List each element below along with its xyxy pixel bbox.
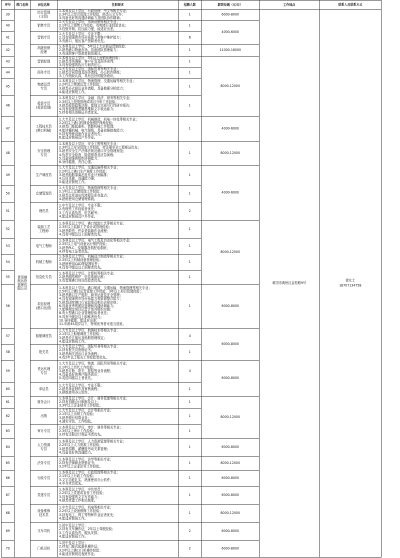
row-number: 40 [2, 21, 15, 32]
job-requirements: 1.大专及以上学历，国际贸易等相关专业； 2.熟悉合同管理及商务流程，办公软件熟练； 3.工作细致认真，具有良好的服务意识。 [58, 68, 179, 79]
salary-range: 6000-8000 [202, 523, 260, 541]
salary-range: 6000-8000 [202, 439, 260, 457]
job-requirements: 1.初中及以上学历； 2.持有叉车操作证，2年以上驾驶经验； 3.工作认真负责，服从安排； 4.能适应倒班工作。 [58, 523, 179, 541]
position-name: 叉车司机 [31, 523, 58, 541]
row-number: 41 [2, 32, 15, 45]
position-name: 财务会计 [31, 397, 58, 409]
header-location: 工作地点 [260, 1, 320, 10]
job-requirements: 1.本科及以上学历，计算机等相关专业； 2.熟悉网络维护、信息系统运维； 3.有智慧港口项目经验者优先。 [58, 271, 179, 285]
row-number: 49 [2, 166, 15, 186]
header-number: 序号 [2, 1, 15, 10]
headcount: 1 [179, 285, 202, 329]
work-location: 黄冈市黄州区金松路9号 [260, 10, 320, 558]
position-name: 货运代理 专员 [31, 361, 58, 383]
job-requirements: 1.本科及以上学历，会计、财务管理等相关专业； 2.持有初级会计职称及以上； 3.3年以上企业财务工作经验。 [58, 397, 179, 409]
job-requirements: 1.本科及以上学历，行政管理等相关专业； 2.1年以上行政工作经验； 3.文字功底扎实，熟练使用办公软件； 4.中共党员优先。 [58, 471, 179, 487]
position-name: 投资专员 (投资管理) [31, 96, 58, 117]
job-requirements: 1.本科及以上学历，金融、经济、财务等相关专业； 2.3年以上投资管理或项目分析工作经验； 3.熟悉投资政策法规，能独立完成可行性研究报告； 4.具有较强的逻辑思维和文字表达能力； 5.持有相关资格证书者优先。 [58, 96, 179, 117]
job-requirements: 1.大专及以上学历，会计等相关专业； 2.1年以上出纳工作经验； 3.熟悉银行结算业务； 4.诚实守信，工作细致。 [58, 409, 179, 425]
salary-range: 6000-8000 [202, 285, 260, 329]
salary-range: 4000-6000 [202, 21, 260, 45]
salary-range: 4000-6000 [202, 117, 260, 142]
job-requirements: 1.本科及以上学历，3年以上营销管理经验； 2.熟悉市场调研、客户开发及商务谈判； 3.具有较强的执行力和责任心。 [58, 57, 179, 68]
headcount: 2 [179, 523, 202, 541]
job-requirements: 1.本科及以上学历，审计、财务等相关专业； 2.3年以上审计工作经验； 3.持有注册会计师证书者优先。 [58, 425, 179, 439]
row-number: 63 [2, 425, 15, 439]
salary-range: 6000-8000 [202, 541, 260, 558]
row-number: 56 [2, 285, 15, 329]
row-number: 68 [2, 505, 15, 523]
position-name: 党建专员 [31, 487, 58, 505]
headcount: 1 [179, 221, 202, 239]
row-number: 67 [2, 487, 15, 505]
job-requirements: 1.本科及以上学历，电气工程及自动化等相关专业； 2.3年以上电气设备运行维护经验； 3.熟悉PLC、变频器及供配电系统； 4.持有电工证者优先。 [58, 239, 179, 255]
row-number: 59 [2, 361, 15, 383]
row-number: 60 [2, 383, 15, 397]
position-name: 营销经理 [31, 57, 58, 68]
headcount: 4 [179, 329, 202, 345]
headcount: 2 [179, 541, 202, 558]
headcount: 1 [179, 439, 202, 457]
row-number: 47 [2, 117, 15, 142]
row-number: 54 [2, 255, 15, 271]
job-requirements: 1.大专及以上学历，机械制造、机电一体化等相关专业； 2.2年以上港口机械设备维护保养经验； 3.熟悉门座起重机、装卸机械工作原理； 4.能读懂机械、电气图纸，具备故障排查能力； 5.持有特种设备作业证者优先； 6.能适应倒班及户外作业。 [58, 117, 179, 142]
position-name: 出纳 [31, 409, 58, 425]
header-headcount: 招聘人数 [179, 1, 202, 10]
job-requirements: 1.本科及以上学历，行政管理、中文等相关专业； 2.3年以上综合管理工作经验，熟悉公文写作； 3.具备良好的沟通协调能力及团队协作精神。 [58, 10, 179, 21]
contact-phone: 18707134758 [339, 283, 362, 288]
headcount: 1 [179, 487, 202, 505]
row-number: 42 [2, 45, 15, 57]
salary-range: 8000-12000 [202, 57, 260, 117]
position-name: 营销专员 [31, 32, 58, 45]
row-number: 66 [2, 471, 15, 487]
headcount: 1 [179, 457, 202, 471]
job-requirements: 1.初中及以上学历； 2.持有门座式起重机操作证； 3.2年以上港口门机操作经验； 4.能适应倒班及夜班作业。 [58, 541, 179, 558]
row-number: 62 [2, 409, 15, 425]
job-requirements: 1.大专及以上学历，专业不限； 2.熟悉单证制作及审核流程； 3.熟练使用办公软件。 [58, 383, 179, 397]
position-name: 工程技术员 (港口机械) [31, 117, 58, 142]
position-name: 生产调度员 [31, 166, 58, 186]
row-number: 52 [2, 221, 15, 239]
position-name: 门机司机 [31, 541, 58, 558]
job-requirements: 1.本科及以上学历，物流管理、交通运输等相关专业； 2.2年以上物流运营工作经验； 3.熟悉多式联运业务流程，具备数据分析能力； 4.能适应倒班工作。 [58, 79, 179, 96]
position-name: 项目经理 (港口运营) [31, 285, 58, 329]
job-requirements: 1.本科及以上学历，法学等相关专业； 2.持有法律职业资格证书； 3.2年以上企业法务工作经验。 [58, 457, 179, 471]
row-number: 46 [2, 96, 15, 117]
headcount: 1 [179, 10, 202, 21]
salary-range: 6000-8000 [202, 487, 260, 505]
headcount: 1 [179, 505, 202, 523]
position-name: 法务专员 [31, 457, 58, 471]
position-name: 物流运营 专员 [31, 79, 58, 96]
row-number: 57 [2, 329, 15, 345]
job-requirements: 1.大专及以上学历，航海技术等相关专业； 2.1年以上船舶调度工作经验； 3.熟悉长江航运及船舶管理规定； 4.能适应倒班工作。 [58, 329, 179, 345]
salary-range: 6000-8000 [202, 471, 260, 487]
salary-range: 6000-8000 [202, 10, 260, 21]
position-name: 报关员 [31, 345, 58, 361]
headcount: 1 [179, 397, 202, 409]
job-requirements: 1.本科及以上学历，人力资源管理等相关专业； 2.2年以上人力资源工作经验； 3.熟悉招聘、薪酬及劳动关系管理； 4.具备良好的沟通能力。 [58, 439, 179, 457]
headcount: 1 [179, 117, 202, 142]
position-name: 高级营销 经理 [31, 45, 58, 57]
job-requirements: 1.大专及以上学历，交通运输等相关专业； 2.2年以上港口生产调度工作经验； 3.熟悉船舶靠离泊及作业计划编排； 4.反应灵敏，沟通能力强； 5.能适应倒班工作。 [58, 166, 179, 186]
position-name: 仓储管理员 [31, 186, 58, 203]
headcount: 1 [179, 239, 202, 255]
row-number: 43 [2, 57, 15, 68]
row-number: 45 [2, 79, 15, 96]
job-requirements: 1.大专及以上学历，国际贸易等相关专业； 2.持有报关员资格证书； 3.熟悉海关进出口业务流程； 4.有2年以上报关工作经验者优先。 [58, 345, 179, 361]
salary-range: 8000-12000 [202, 397, 260, 439]
headcount: 1 [179, 68, 202, 79]
recruitment-table [1, 0, 382, 558]
headcount: 1 [179, 21, 202, 32]
headcount: 1 [179, 255, 202, 271]
row-number: 70 [2, 541, 15, 558]
job-requirements: 1.本科及以上学历，安全工程等相关专业； 2.3年以上安全管理工作经验，持注册安全工程师证优先； 3.熟悉安全生产法律法规及港口安全管理规范； 4.负责安全检查、隐患排查及应急演练； 5.具备较强的组织协调能力； 6.身体健康，责任心强。 [58, 142, 179, 166]
job-requirements: 1.中专及以上学历，机电等相关专业； 2.2年以上设备维修工作经验； 3.持有电工、焊工等特种作业证者优先； 4.能适应倒班工作。 [58, 505, 179, 523]
salary-range: 6000-8000 [202, 329, 260, 361]
position-name: 安全管理 专员 [31, 142, 58, 166]
position-name: 电气工程师 [31, 239, 58, 255]
salary-range: 4000-6000 [202, 166, 260, 221]
salary-range: 11000-16000 [202, 45, 260, 57]
salary-range: 8000-12000 [202, 457, 260, 471]
position-name: 人力资源 专员 [31, 439, 58, 457]
headcount: 1 [179, 45, 202, 57]
salary-range: 8000-12000 [202, 221, 260, 285]
header-contact: 联系人及联系方式 [320, 1, 382, 10]
job-requirements: 1.本科及以上学历，5年以上大宗商品营销经验； 2.熟悉港口物流市场，具备团队管理能力； 3.有成熟客户资源者薪资面议。 [58, 45, 179, 57]
position-name: 理货员 [31, 203, 58, 221]
position-name: 单证员 [31, 383, 58, 397]
row-number: 61 [2, 397, 15, 409]
job-requirements: 1.大专及以上学历，物流管理等相关专业； 2.1年以上仓储管理工作经验； 3.熟悉仓库进出库流程及库存盘点； 4.熟练使用仓储管理系统。 [58, 186, 179, 203]
headcount: 1 [179, 166, 202, 186]
headcount: 1 [179, 57, 202, 68]
row-number: 51 [2, 203, 15, 221]
headcount: 6 [179, 32, 202, 45]
job-requirements: 1.大专及以上学历，物流、国际贸易等相关专业； 2.1年以上货代工作经验； 3.熟悉订舱、报关、报检等业务流程； 4.具备良好的客户服务意识； 5.英语四级以上者优先。 [58, 361, 179, 383]
position-name: 信息化专员 [31, 271, 58, 285]
header-position: 岗位名称 [31, 1, 58, 10]
headcount: 1 [179, 186, 202, 203]
row-number: 53 [2, 239, 15, 255]
job-requirements: 1.本科及以上学历，机械设计制造等相关专业； 2.3年以上机械设备管理经验； 3.熟练使用CAD等绘图软件； 4.具有中级及以上职称者优先。 [58, 255, 179, 271]
headcount: 1 [179, 142, 202, 166]
headcount: 1 [179, 345, 202, 361]
row-number: 64 [2, 439, 15, 457]
row-number: 48 [2, 142, 15, 166]
salary-range: 6000-8000 [202, 361, 260, 397]
header-requirements: 任职要求 [58, 1, 179, 10]
contact-name: 徐女士 [345, 278, 356, 283]
row-number: 55 [2, 271, 15, 285]
contact-info [320, 10, 382, 558]
position-name: 综合管理 (主管) [31, 10, 58, 21]
headcount: 2 [179, 203, 202, 221]
row-number: 50 [2, 186, 15, 203]
headcount: 1 [179, 383, 202, 397]
row-number: 44 [2, 68, 15, 79]
headcount: 1 [179, 409, 202, 425]
department-name: 黄冈港航运营管理有限公司 [15, 10, 31, 558]
job-requirements: 1.大专及以上学历，专业不限； 2.具有较强的市场开拓能力和客户维护能力； 3.有港口、航运客户资源者优先。 [58, 32, 179, 45]
header-salary: 薪资待遇（元/月） [202, 1, 260, 10]
header-department: 部门名称 [15, 1, 31, 10]
position-name: 销售专员 [31, 21, 58, 32]
position-name: 设备维修 技术员 [31, 505, 58, 523]
position-name: 审计专员 [31, 425, 58, 439]
headcount: 4 [179, 361, 202, 383]
row-number: 39 [2, 10, 15, 21]
headcount: 1 [179, 96, 202, 117]
row-number: 69 [2, 523, 15, 541]
job-requirements: 1.大专及以上学历，市场营销等相关专业； 2.1年以上销售工作经验，有物流行业经验优先； 3.性格开朗，抗压能力强，能适应出差。 [58, 21, 179, 32]
headcount: 1 [179, 271, 202, 285]
position-name: 机械工程师 [31, 255, 58, 271]
job-requirements: 1.本科及以上学历，中共党员； 2.2年以上党建或宣传工作经验； 3.具有较强的文字写作能力； 4.熟悉党建工作相关制度。 [58, 487, 179, 505]
position-name: 商务专员 [31, 68, 58, 79]
job-requirements: 1.本科及以上学历，港口航道、交通运输、物流管理等相关专业； 2.5年以上港口运营管理工作经验，3年以上项目管理经验； 3.熟悉港口生产组织、商务运营及安全管理； 4.具有较强的市场开拓能力和资源整合能力； 5.熟悉国家港口行业政策及相关法律法规； 6.具备优秀的团队管理和沟通协调能力； 7.能够制定项目运营计划并组织实施； 8.有大型港口企业管理经验者优先； 9.具有中级及以上职称者优先； 10.身体健康，能适应出差； 11.年龄45周岁以下，特别优秀者可适当放宽。 [58, 285, 179, 329]
job-requirements: 1.本科及以上学历，港口装卸工艺等相关专业； 2.3年以上装卸工艺设计或管理经验； 3.熟悉散货、件杂货装卸作业流程； 4.具有中级及以上职称者优先。 [58, 221, 179, 239]
job-requirements: 1.中专及以上学历，专业不限； 2.有理货工作经验者优先； 3.工作认真负责，吃苦耐劳； 4.能适应倒班及户外作业。 [58, 203, 179, 221]
headcount: 1 [179, 425, 202, 439]
position-name: 装卸工艺 工程师 [31, 221, 58, 239]
position-name: 行政专员 [31, 471, 58, 487]
row-number: 65 [2, 457, 15, 471]
headcount: 1 [179, 471, 202, 487]
position-name: 船舶调度员 [31, 329, 58, 345]
row-number: 58 [2, 345, 15, 361]
headcount: 1 [179, 79, 202, 96]
salary-range: 8000-12000 [202, 505, 260, 523]
salary-range: 8000-12000 [202, 142, 260, 166]
